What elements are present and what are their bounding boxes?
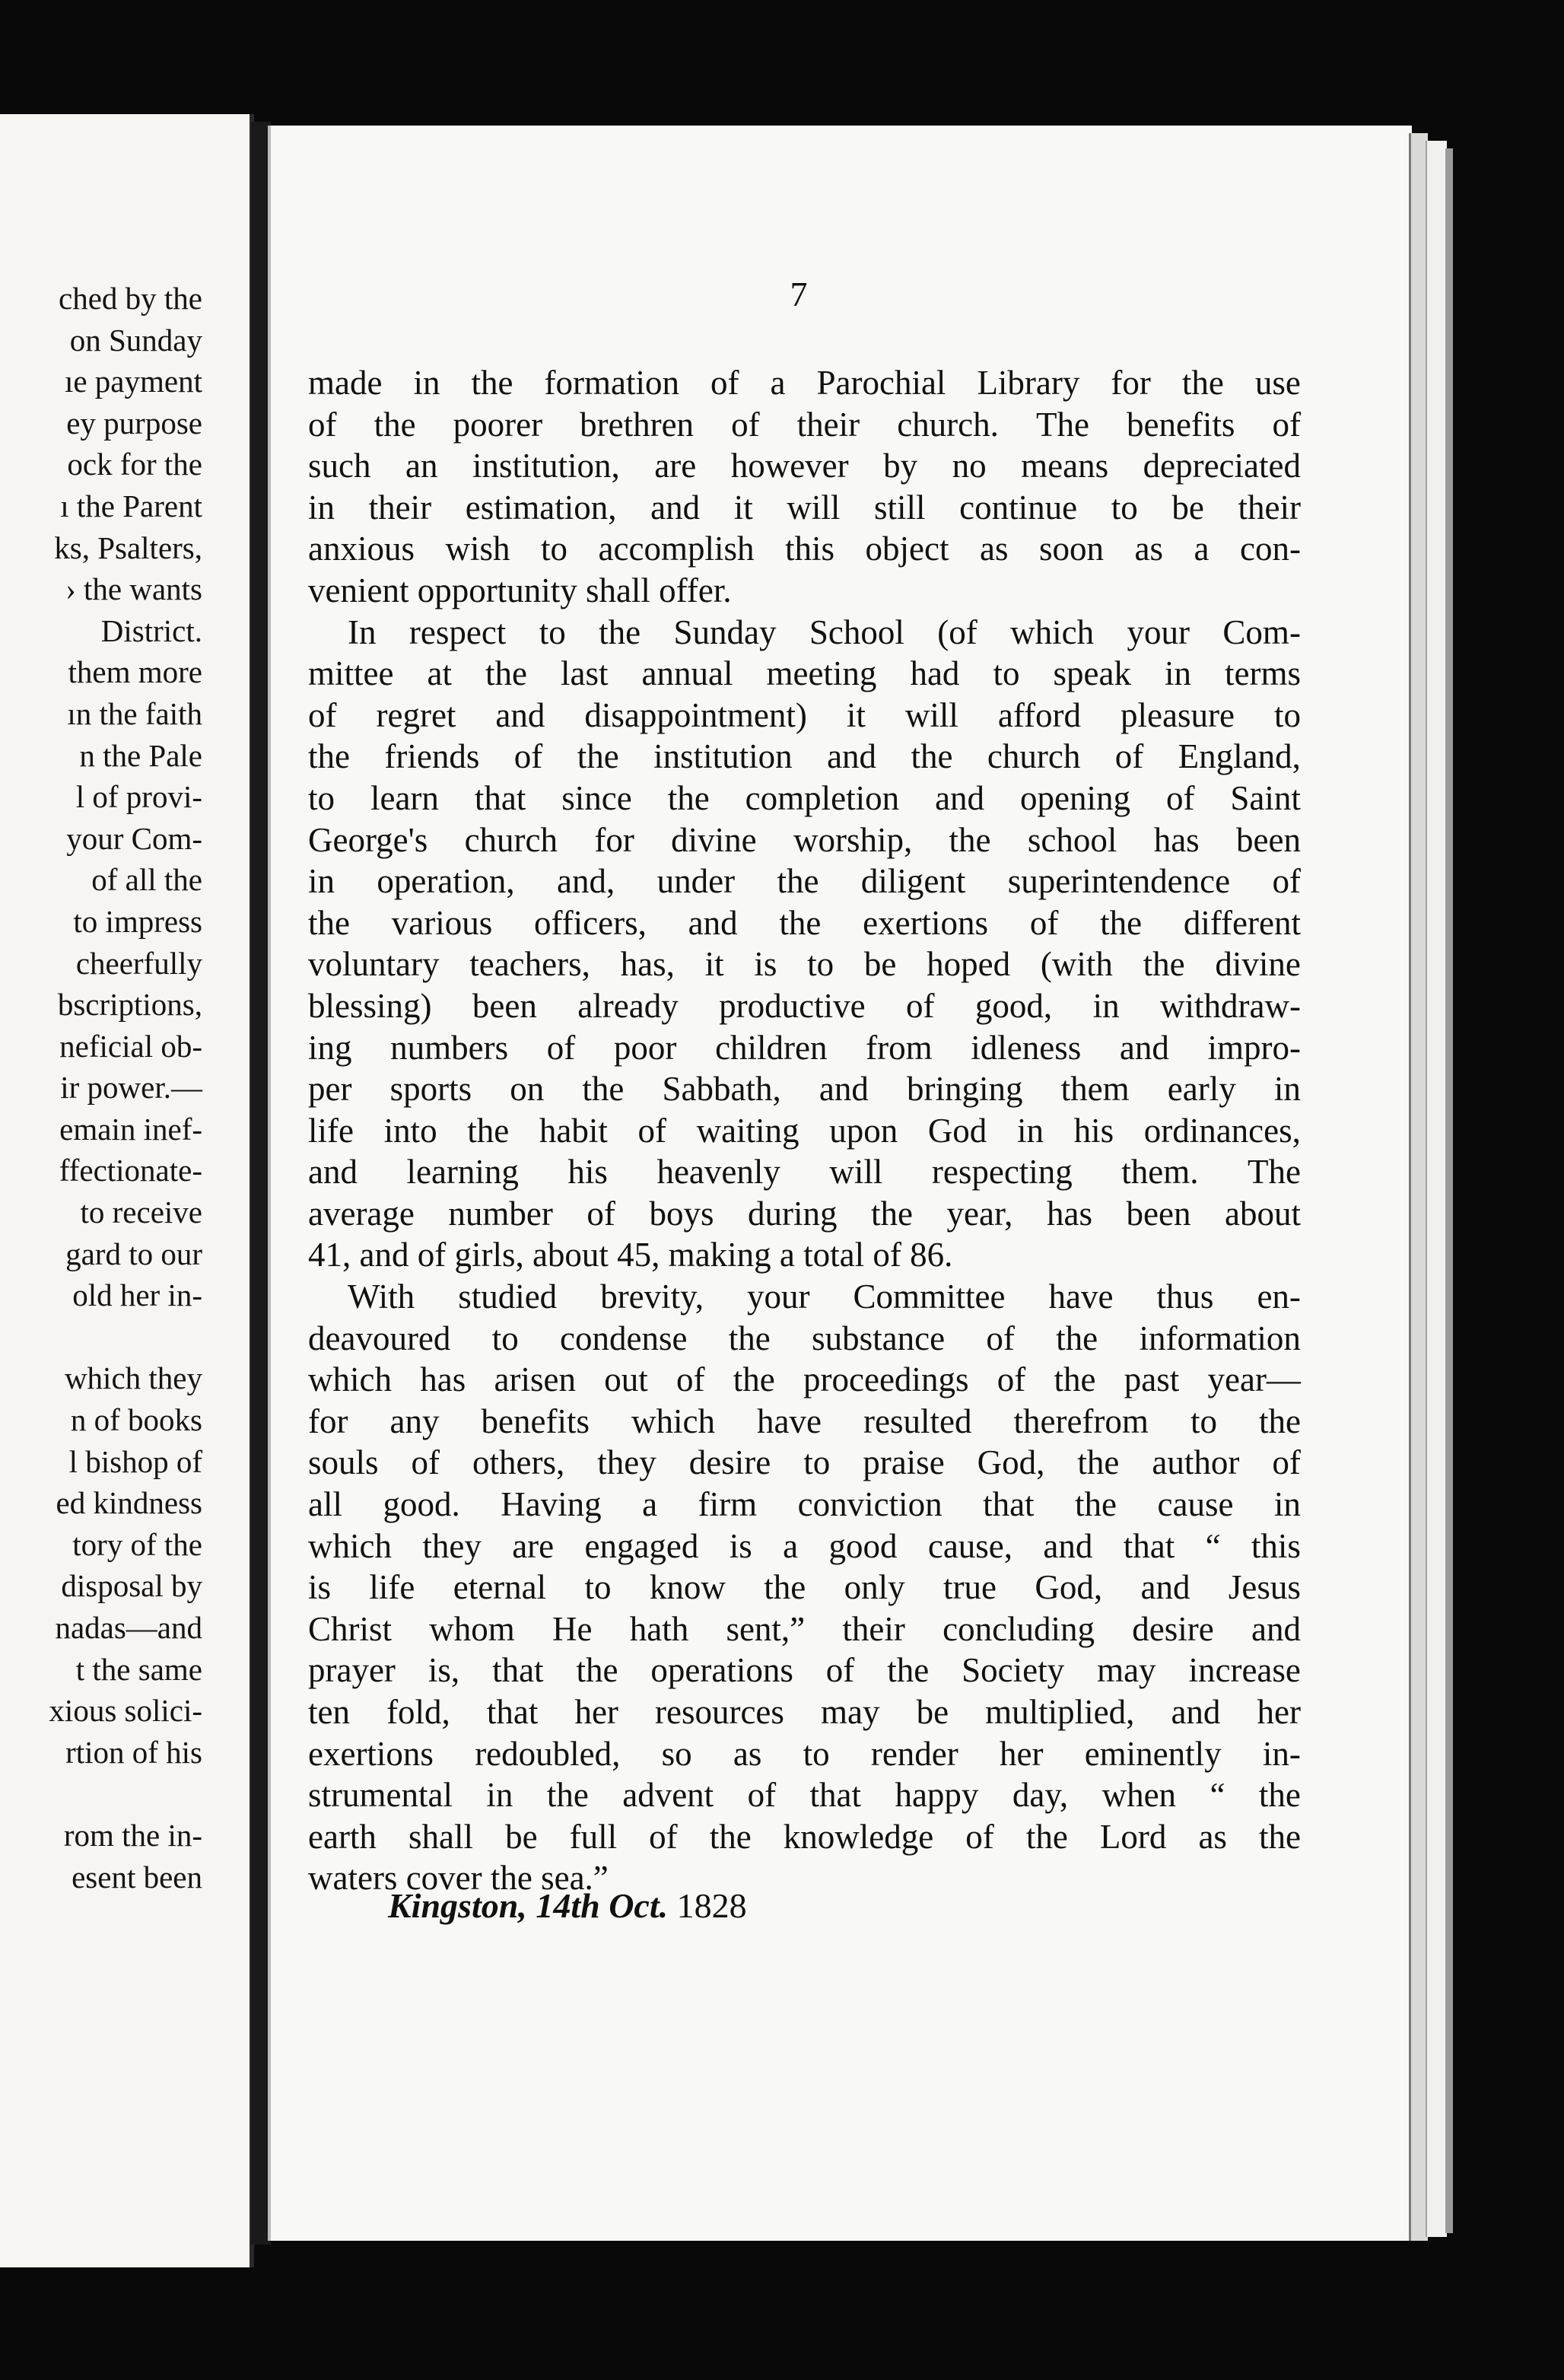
left-page-line: ıe payment xyxy=(64,364,202,399)
text-line: made in the formation of a Parochial Library for the use xyxy=(308,364,1301,402)
text-line: for any benefits which have resulted therefrom to the xyxy=(308,1402,1301,1440)
text-line: per sports on the Sabbath, and bringing them early in xyxy=(308,1070,1301,1109)
left-page-text xyxy=(49,278,202,1898)
page-edge xyxy=(1445,148,1453,2233)
text-line-content: 41, and of girls, about 45, making a total of 86. xyxy=(308,1236,953,1274)
left-page-line: neficial ob- xyxy=(59,1028,202,1064)
left-page-line: ffectionate- xyxy=(59,1153,202,1188)
left-page-line: ock for the xyxy=(67,447,202,482)
text-line: souls of others, they desire to praise God, the author of xyxy=(308,1443,1301,1482)
left-page-line: › the wants xyxy=(65,571,202,607)
text-line: prayer is, that the operations of the Society may increase xyxy=(308,1651,1301,1690)
text-line: and learning his heavenly will respecting them. The xyxy=(308,1153,1301,1192)
left-page-line: ey purpose xyxy=(66,405,202,441)
page-edge xyxy=(1426,141,1447,2237)
text-line: ten fold, that her resources may be multiplied, and her xyxy=(308,1693,1301,1731)
left-page-line: bscriptions, xyxy=(57,987,202,1023)
text-line-content: waters cover the sea.” xyxy=(308,1859,609,1898)
left-page-line: gard to our xyxy=(65,1236,202,1271)
left-page-line: ks, Psalters, xyxy=(54,530,202,565)
text-line: exertions redoubled, so as to render her eminently in- xyxy=(308,1734,1301,1773)
left-page-line: disposal by xyxy=(61,1568,202,1604)
text-line: blessing) been already productive of good, in withdraw- xyxy=(308,986,1301,1025)
text-line: such an institution, are however by no means depreciated xyxy=(308,447,1301,485)
text-line: mittee at the last annual meeting had to speak in terms xyxy=(308,654,1301,693)
left-page-line: emain inef- xyxy=(59,1111,202,1147)
text-line: deavoured to condense the substance of the information xyxy=(308,1319,1301,1357)
text-line: average number of boys during the year, has been about xyxy=(308,1194,1301,1233)
text-line: is life eternal to know the only true God, and Jesus xyxy=(308,1568,1301,1607)
body-text xyxy=(308,362,1301,1899)
signature-line xyxy=(388,1885,747,1926)
text-line: life into the habit of waiting upon God in his ordinances, xyxy=(308,1111,1301,1150)
signature-month: Oct. xyxy=(609,1886,669,1925)
left-page-line: tory of the xyxy=(72,1526,202,1562)
text-line xyxy=(308,570,1301,612)
text-line: which has arisen out of the proceedings of the past year— xyxy=(308,1360,1301,1399)
left-page-line: l of provi- xyxy=(75,779,202,815)
text-line: of regret and disappointment) it will afford pleasure to xyxy=(308,695,1301,734)
left-page-line: to receive xyxy=(80,1195,202,1230)
left-page-line: esent been xyxy=(72,1859,202,1895)
left-page-line: which they xyxy=(64,1360,202,1396)
left-page-line: ed kindness xyxy=(56,1485,202,1521)
text-line: to learn that since the completion and opening of Saint xyxy=(308,778,1301,817)
left-page-line: cheerfully xyxy=(75,945,202,981)
left-page-line: them more xyxy=(68,654,202,690)
text-line-content: venient opportunity shall offer. xyxy=(308,571,732,609)
text-line: ing numbers of poor children from idleness and impro- xyxy=(308,1028,1301,1067)
left-page-line: l bishop of xyxy=(68,1443,202,1479)
left-page-line: old her in- xyxy=(72,1278,202,1313)
left-page-line: nadas—and xyxy=(55,1610,202,1645)
left-page-line: n the Pale xyxy=(79,737,202,773)
left-page-line: rtion of his xyxy=(65,1734,202,1770)
left-page-line: ched by the xyxy=(59,281,202,316)
text-line: all good. Having a firm conviction that the cause in xyxy=(308,1485,1301,1524)
left-page-line: rom the in- xyxy=(63,1817,202,1853)
text-line: anxious wish to accomplish this object as soon as a con- xyxy=(308,530,1301,568)
left-page-line xyxy=(49,1316,202,1358)
page-number: 7 xyxy=(790,275,808,313)
left-page-line: ir power.— xyxy=(60,1070,202,1106)
text-line: George's church for divine worship, the school has been xyxy=(308,820,1301,859)
left-page-line: on Sunday xyxy=(69,322,202,358)
text-line: With studied brevity, your Committee have thus en- xyxy=(348,1278,1301,1316)
text-line: of the poorer brethren of their church. The benefits of xyxy=(308,405,1301,444)
text-line xyxy=(308,1234,1301,1276)
left-page-line: of all the xyxy=(91,862,202,898)
text-line: strumental in the advent of that happy day, when “ the xyxy=(308,1776,1301,1815)
left-page-line xyxy=(49,1773,202,1815)
text-line: which they are engaged is a good cause, and that “ this xyxy=(308,1526,1301,1565)
text-line: earth shall be full of the knowledge of the Lord as the xyxy=(308,1817,1301,1856)
text-line: the friends of the institution and the church of England, xyxy=(308,737,1301,776)
left-page-line: to impress xyxy=(73,903,202,939)
left-page-line: n of books xyxy=(70,1402,202,1438)
signature-day: 14th xyxy=(536,1886,600,1925)
text-line: In respect to the Sunday School (of which your Com- xyxy=(348,612,1301,651)
left-page-line: xious solici- xyxy=(49,1693,202,1729)
text-line: the various officers, and the exertions of the different xyxy=(308,903,1301,942)
text-line: voluntary teachers, has, it is to be hoped (with the divine xyxy=(308,945,1301,984)
left-page-line: District. xyxy=(100,612,202,648)
text-line: in their estimation, and it will still continue to be their xyxy=(308,488,1301,527)
left-page-line: ı the Parent xyxy=(60,488,202,523)
text-line: Christ whom He hath sent,” their concluding desire and xyxy=(308,1609,1301,1648)
left-page-line: your Com- xyxy=(66,820,202,856)
left-page-line: t the same xyxy=(75,1651,202,1687)
signature-place: Kingston, xyxy=(388,1886,527,1925)
left-facing-page xyxy=(0,114,254,2267)
signature-year: 1828 xyxy=(676,1886,747,1925)
text-line: in operation, and, under the diligent superintendence of xyxy=(308,862,1301,901)
left-page-line: ın the faith xyxy=(67,695,202,731)
